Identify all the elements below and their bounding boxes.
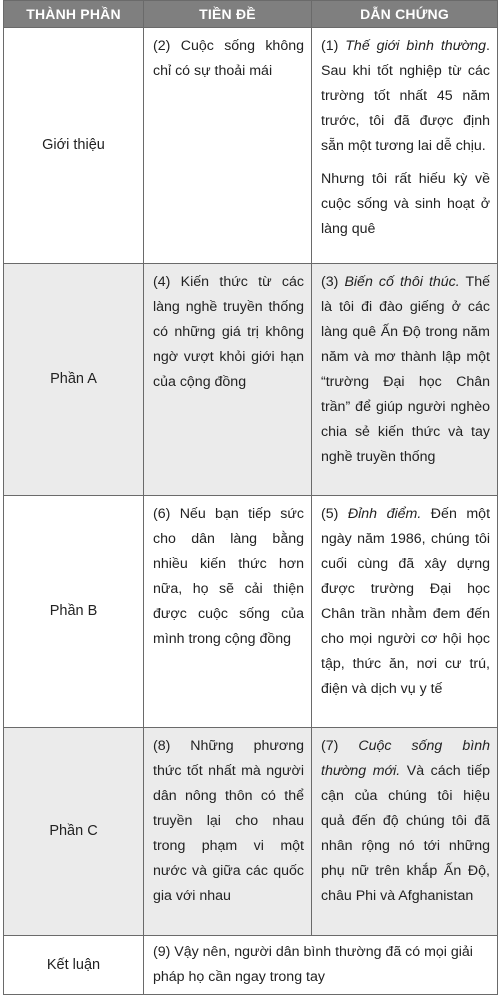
row-introduction [4,28,498,264]
section-label: Kết luận [4,936,144,995]
section-label: Giới thiệu [4,28,144,264]
evidence-number: (7) [321,738,359,754]
evidence-cell [312,728,498,936]
header-premise: TIỀN ĐỀ [144,1,312,28]
evidence-stage: Đỉnh điểm. [347,506,422,522]
row-part-a [4,264,498,496]
premise-cell: (2) Cuộc sống không chỉ có sự thoải mái [144,28,312,264]
header-evidence: DẪN CHỨNG [312,1,498,28]
evidence-cell [312,496,498,728]
section-label: Phần B [4,496,144,728]
evidence-cell [312,264,498,496]
row-part-c [4,728,498,936]
evidence-number: (3) [321,274,345,290]
evidence-stage: Biến cố thôi thúc. [344,274,460,290]
evidence-cell [312,28,498,264]
story-structure-table [3,0,498,995]
evidence-text: . Sau khi tốt nghiệp từ các trường tốt nhất 45 năm trước, tôi đã được định sẵn một tương lai dễ chịu. [321,38,490,154]
evidence-text: Đến một ngày năm 1986, chúng tôi cuối cùng đã xây dựng được trường Đại học Chân trần nhằm đem đến cho mọi người cơ hội học tập, thức ăn, nơi cư trú, điện và dịch vụ y tế [321,506,491,697]
evidence-stage: Cuộc sống bình thường mới. [321,738,490,779]
evidence-number: (1) [321,38,346,54]
conclusion-text: (9) Vậy nên, người dân bình thường đã có mọi giải pháp họ cần ngay trong tay [144,936,498,995]
row-conclusion [4,936,498,995]
evidence-number: (5) [321,506,348,522]
header-component: THÀNH PHẦN [4,1,144,28]
header-row [4,1,498,28]
evidence-text: Và cách tiếp cận của chúng tôi hiệu quả đến độ chúng tôi đã nhân rộng nó tới những phụ nữ trên khắp Ấn Độ, châu Phi và Afghanistan [321,763,490,904]
evidence-stage: Thế giới bình thường [345,38,487,54]
evidence-extra: Nhưng tôi rất hiếu kỳ về cuộc sống và sinh hoạt ở làng quê [321,171,490,237]
row-part-b [4,496,498,728]
premise-cell: (8) Những phương thức tốt nhất mà người dân nông thôn có thể truyền lại cho nhau trong phạm vi một nước và giữa các quốc gia với nhau [144,728,312,936]
premise-cell: (4) Kiến thức từ các làng nghề truyền thống có những giá trị không ngờ vượt khỏi giới hạn của cộng đồng [144,264,312,496]
premise-cell: (6) Nếu bạn tiếp sức cho dân làng bằng nhiều kiến thức hơn nữa, họ sẽ cải thiện được cuộc sống của mình trong cộng đồng [144,496,312,728]
section-label: Phần A [4,264,144,496]
evidence-text: Thế là tôi đi đào giếng ở các làng quê Ấn Độ trong năm năm và mơ thành lập một “trường Đại học Chân trần” để giúp người nghèo chia sẻ kiến thức và tay nghề truyền thống [321,274,490,465]
section-label: Phần C [4,728,144,936]
